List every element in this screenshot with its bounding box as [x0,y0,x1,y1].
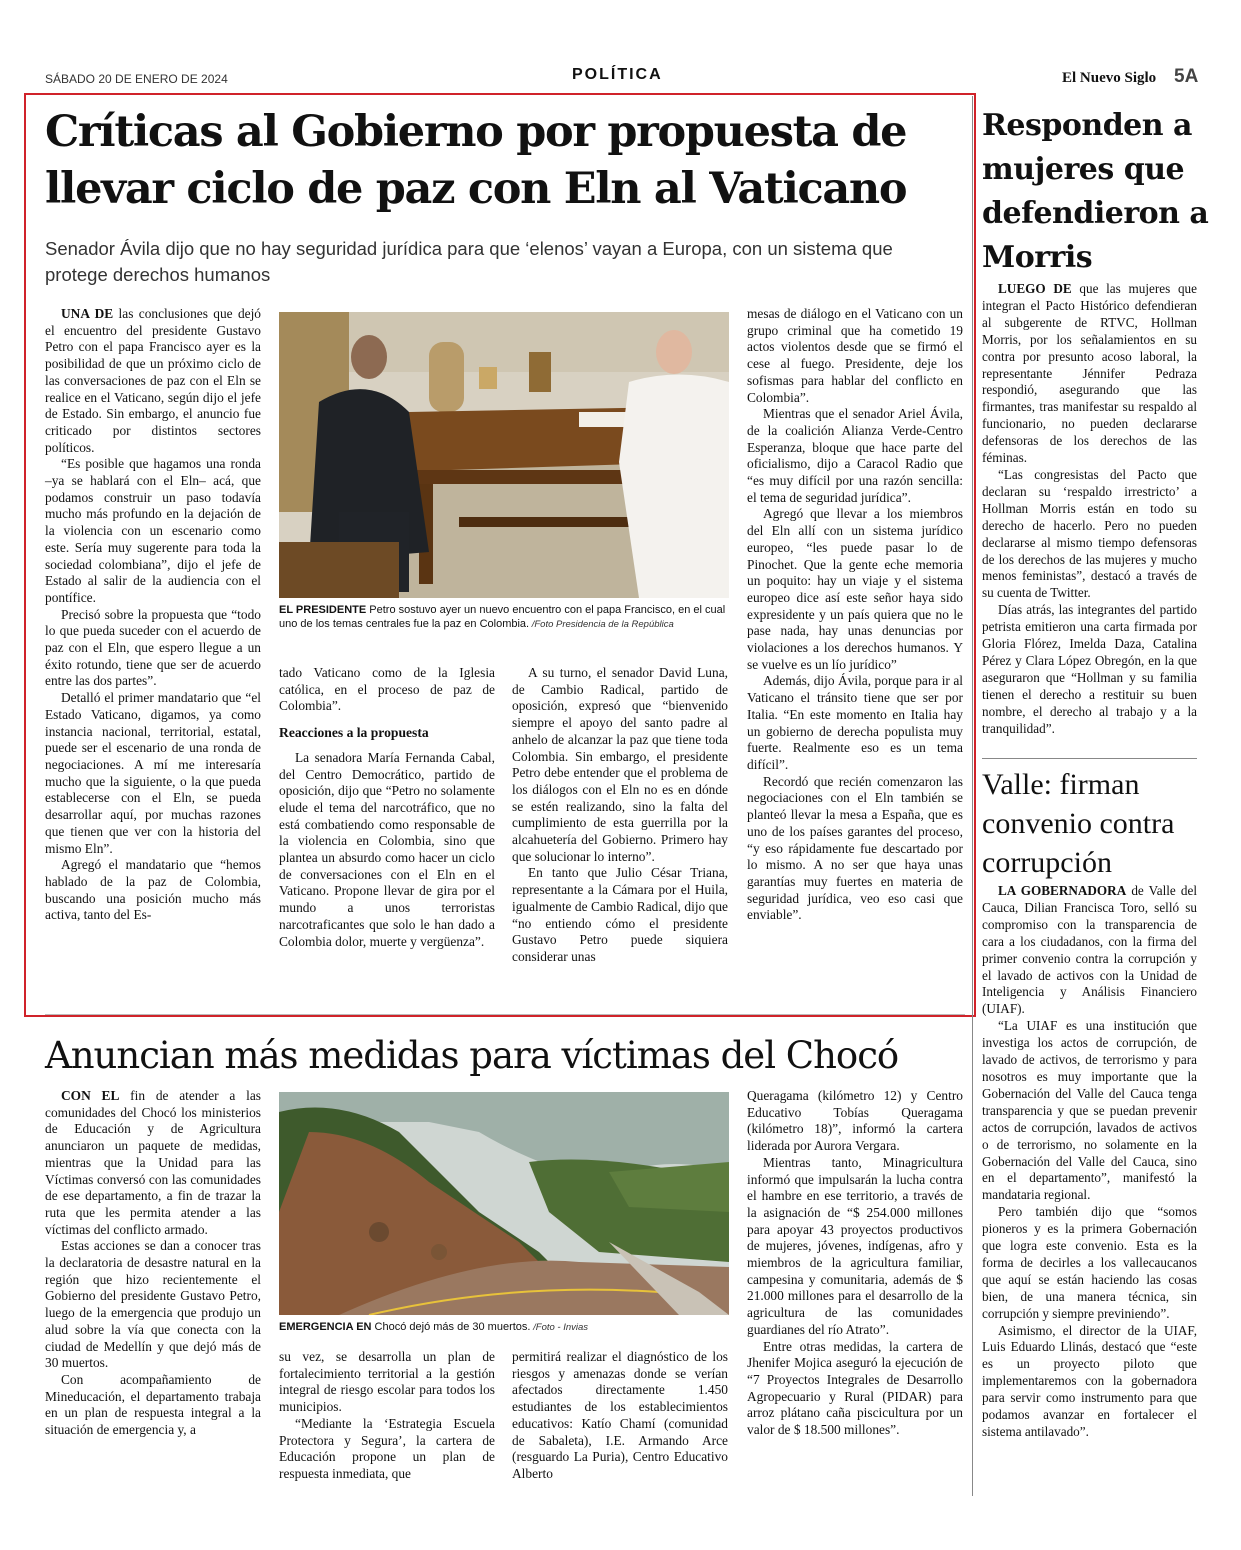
second-photo-caption-lead: EMERGENCIA EN [279,1321,372,1333]
second-photo-caption-text: Chocó dejó más de 30 muertos. [371,1321,531,1333]
second-photo-caption [279,1320,731,1335]
paragraph [982,1018,1197,1204]
paragraph-text: Queragama (kilómetro 12) y Centro Educativo Tobías Queragama (kilómetro 18)”, informó la cartera liderada por Aurora Vergara. [747,1088,963,1154]
paragraph-text: A su turno, el senador David Luna, de Cambio Radical, partido de oposición, expresó que “bienvenido siempre el apoyo del santo padre al anhelo de alcanzar la paz que tiene toda Colombia. Sin embargo, el presidente Petro debe entender que el problema de los diálogos con el Eln no es en dónde se estén realizando, sino la falta del cumplimiento de esta guerrilla por la alcahuetería del Gobierno. Primero hay que solucionar lo interno”. [512,665,728,864]
lead-in: LUEGO DE [998,281,1072,296]
main-photo-caption-text: Petro sostuvo ayer un nuevo encuentro con el papa Francisco, en el cual uno de los temas centrales fue la paz en Colombia. [279,604,726,630]
main-headline [45,104,965,218]
paragraph-text: Pero también dijo que “somos pioneros y es la primera Gobernación que logra este convenio. Esta es la forma de decirles a los vallecaucanos que aquí se están haciendo las cosas bien, de una manera técnica, sin corrupción y siempre previniendo”. [982,1204,1197,1321]
paragraph [982,281,1197,467]
paragraph [279,750,495,950]
paragraph-text: permitirá realizar el diagnóstico de los riesgos y amenazas donde se verían afectados directamente 1.450 estudiantes de los establecimientos educativos: Katío Chamí (comunidad de Sabaleta), I.E. Armando Arce (resguardo La Puria), Centro Educativo Alberto [512,1349,728,1481]
president-pope-photo [279,312,729,598]
paragraph-text: Agregó que llevar a los miembros del Eln allí con un sistema jurídico europeo, “les puede pasar lo de Pinochet. Que la gente eche memoria un poquito: hay un viaje y el sistema europeo dice así este señor haya sido expresidente y un país quiera que no le pase nada, hay unas denuncias por violaciones a los derechos humanos. Y se vuelve es un lío jurídico” [747,506,963,672]
main-headline-line1: Críticas al Gobierno por propuesta de [45,107,907,157]
side-divider [982,758,1197,759]
paragraph-text: “Mediante la ‘Estrategia Escuela Protectora y Segura’, la cartera de Educación propone un plan de respuesta inmediata, que [279,1415,495,1481]
paragraph [747,774,963,924]
paragraph [45,607,261,691]
paragraph-text: fin de atender a las comunidades del Chocó los ministerios de Educación y de Agricultura anunciaron un paquete de medidas, mientras que la Unidad para las Víctimas conversó con las comunidades de ese departamento, a fin de trazar la ruta que les permita atender a las víctimas del conflicto armado. [45,1088,261,1237]
paragraph-text: Estas acciones se dan a conocer tras la declaratoria de desastre natural en la región que hizo recientemente el Gobierno del presidente Gustavo Petro, luego de la emergencia que produjo un alud sobre la vía que conecta con la ciudad de Medellín y que dejó más de 30 muertos. [45,1238,261,1371]
paragraph-text: “Es posible que hagamos una ronda –ya se hablará con el Eln– acá, que podamos construir un paso todavía mucho más profundo en la dejación de la violencia con un escenario como este. Sería muy sugerente para toda la sociedad colombiana”, dijo el jefe de Estado al salir de la audiencia con el pontífice. [45,456,261,605]
main-headline-line2: llevar ciclo de paz con Eln al Vaticano [45,164,907,214]
paragraph-text: que las mujeres que integran el Pacto Histórico defendieran al subgerente de RTVC, Hollman Morris, por los señalamientos en su contra por presunto acoso laboral, la representante Jénnifer Pedraza respondió, asegurando que las firmantes, tras manifestar su respaldo al funcionario, no pueden declararse defensoras de los derechos de las féminas. [982,281,1197,466]
paragraph-text: Asimismo, el director de la UIAF, Luis Eduardo Llinás, destacó que “este es un proyecto piloto que implementaremos con la gobernadora para servir como instrumento para que podamos avanzar en fortalecer el sistema antilavado”. [982,1322,1197,1439]
main-col-2 [279,665,495,950]
paragraph [747,1155,963,1339]
paragraph-text: “La UIAF es una institución que investiga los actos de corrupción, de lavado de activos, de terrorismo y para nosotros es muy importante que la Gobernación del Valle del Cauca tenga transparencia y que se puedan prevenir actos de corrupción, lavados de activos o de terrorismo, no solamente en la Gobernación del Valle del Cauca, sino en el departamento”, manifestó la mandataria regional. [982,1018,1197,1203]
issue-date: SÁBADO 20 DE ENERO DE 2024 [45,72,228,86]
paragraph [982,467,1197,602]
paragraph-text: “Las congresistas del Pacto que declaran su ‘respaldo irrestricto’ a Hollman Morris están en todo su derecho de hacerlo. Pero no pueden declararse al mismo tiempo defensoras de los derechos de las mujeres y mucho menos feministas”, destacó a través de su cuenta de Twitter. [982,466,1197,601]
paragraph [45,690,261,857]
second-col-1 [45,1088,261,1439]
paragraph [747,673,963,773]
page-number: 5A [1174,66,1199,87]
paragraph [45,306,261,456]
paragraph [982,602,1197,737]
paragraph-text: Con acompañamiento de Mineducación, el departamento trabaja en un plan de respuesta integral a la situación de emergencia y, a [45,1371,261,1438]
second-photo [279,1092,729,1315]
paragraph-text: Agregó el mandatario que “hemos hablado de la paz de Colombia, buscando una posición mucho más activa, tanto del Es- [45,857,261,923]
paragraph [747,306,963,406]
paragraph [279,665,495,715]
main-photo [279,312,729,598]
second-headline: Anuncian más medidas para víctimas del Chocó [45,1034,899,1077]
side1-body [982,281,1197,737]
side2-headline: Valle: firman convenio contra corrupción [982,768,1175,879]
paragraph [747,406,963,506]
paragraph [45,1372,261,1439]
paragraph [279,1349,495,1416]
paragraph [512,665,728,865]
main-deck: Senador Ávila dijo que no hay seguridad jurídica para que ‘elenos’ vayan a Europa, con un sistema que protege derechos humanos [45,238,893,285]
paragraph [45,1088,261,1238]
lead-in: UNA DE [61,306,114,321]
paragraph [982,1204,1197,1322]
main-photo-caption-lead: EL PRESIDENTE [279,604,367,616]
second-photo-credit: /Foto - Invias [530,1322,589,1333]
paragraph [45,456,261,606]
side2-body [982,883,1197,1441]
main-photo-caption [279,603,731,632]
lead-in: CON EL [61,1088,120,1103]
lead-in: LA GOBERNADORA [998,883,1127,898]
paragraph [45,1238,261,1372]
paragraph-text: Entre otras medidas, la cartera de Jhenifer Mojica aseguró la ejecución de “7 Proyectos Integrales de Desarrollo Agropecuario y Rural (PIDAR) para arroz plátano caña piscicultura por un valor de $ 18.500 millones”. [747,1338,963,1438]
paragraph-text: La senadora María Fernanda Cabal, del Centro Democrático, partido de oposición, dijo que “Petro no solamente elude el tema del narcotráfico, que no está combatiendo como responsable de la violencia en Colombia, sino que plantea un absurdo como hacer un ciclo de conversaciones con el Eln en el Vaticano. Propone llevar de gira por el mundo a unos terroristas narcotraficantes que solo le han dado a Colombia dolor, muerte y vergüenza”. [279,749,495,949]
paragraph-text: Mientras que el senador Ariel Ávila, de la coalición Alianza Verde-Centro Esperanza, bloque que hace parte del oficialismo, dijo a Caracol Radio que “es muy difícil por una razón sencilla: el tema de seguridad jurídica”. [747,406,963,505]
paragraph [982,883,1197,1018]
section-label: POLÍTICA [572,66,663,83]
paragraph [512,1349,728,1483]
paragraph-text: las conclusiones que dejó el encuentro del presidente Gustavo Petro con el papa Francisco ayer es la posibilidad de que un próximo ciclo de las conversaciones de paz con el Eln se realice en el Vaticano, según dijo el jefe de Estado. Sin embargo, el anuncio fue criticado por distintos sectores políticos. [45,306,261,455]
paragraph [747,506,963,673]
paragraph [279,1416,495,1483]
paragraph [512,865,728,965]
paragraph-text: Además, dijo Ávila, porque para ir al Vaticano el tránsito tiene que ser por Italia. “En este momento en Italia hay un gobierno de derecha populista muy fuerte. Realmente eso es un tema difícil”. [747,673,963,772]
landslide-photo [279,1092,729,1315]
paragraph-text: Días atrás, las integrantes del partido petrista emitieron una carta firmada por Gloria Flórez, Imelda Daza, Catalina Pérez y Clara López Obregón, en la que aseguraron que “Hollman y su familia tienen el derecho a restituir su buen nombre, el derecho al trabajo y a la tranquilidad”. [982,602,1197,736]
side1-headline: Responden a mujeres que defendieron a Morris [982,108,1209,275]
paragraph-text: Mientras tanto, Minagricultura informó que impulsarán la lucha contra el hambre en ese territorio, a través de la asignación de “$ 254.000 millones para apoyar 43 proyectos productivos de mujeres, jóvenes, indígenas, afro y miembros de la agricultura familiar, campesina y comunitaria, además de $ 21.000 millones para el desarrollo de la agricultura de las comunidades guardianes del río Atrato”. [747,1154,963,1337]
paragraph-text: tado Vaticano como de la Iglesia católica, en el proceso de paz de Colombia”. [279,665,495,714]
column-divider [972,96,973,1496]
paragraph [45,857,261,924]
paragraph-text: mesas de diálogo en el Vaticano con un grupo criminal que ha cometido 19 actos violentos desde que se firmó el cese al fuego. Presidente, deje los sofismas para hablar del conflicto en Colombia”. [747,306,963,405]
paragraph-text: Detalló el primer mandatario que “el Estado Vaticano, digamos, ya como instancia nacional, territorial, estatal, puede ser el escenario de una ronda de negociaciones. A mí me interesaría mucho que la siguiente, o la que pueda establecerse con el Eln, se pueda desarrollar aquí, por muchas razones que tienen que ver con la historia del mismo Eln”. [45,690,261,856]
paragraph-text: su vez, se desarrolla un plan de fortalecimiento territorial a la gestión integral de riesgo escolar para todos los municipios. [279,1349,495,1415]
article-divider [45,1014,965,1015]
paragraph [982,1323,1197,1441]
paragraph [747,1339,963,1439]
main-col-1 [45,306,261,924]
second-col-4 [747,1088,963,1439]
main-col-4 [747,306,963,924]
paragraph [747,1088,963,1155]
main-photo-credit: /Foto Presidencia de la República [529,619,674,630]
paragraph-text: En tanto que Julio César Triana, representante a la Cámara por el Huila, igualmente de Cambio Radical, dijo que “no entiendo cómo el presidente Gustavo Petro puede siquiera considerar unas [512,865,728,964]
second-col-3 [512,1349,728,1483]
main-col-3 [512,665,728,966]
paragraph-text: Precisó sobre la propuesta que “todo lo que pueda suceder con el acuerdo de paz con el Eln, que espero llegue a un éxito rotundo, tiene que ser de acuerdo entre las dos partes”. [45,606,261,689]
paragraph-text: Recordó que recién comenzaron las negociaciones con el Eln también se planteó llevar la mesa a España, que es uno de los países garantes del proceso, “y eso rápidamente fue descartado por lo mismo. A no ser que haya unas garantías muy fuertes en materia de seguridad jurídica, veo eso casi que enviable”. [747,773,963,923]
newspaper-brand: El Nuevo Siglo [1062,70,1157,86]
main-subhead: Reacciones a la propuesta [279,725,429,741]
second-col-2 [279,1349,495,1483]
paragraph-text: de Valle del Cauca, Dilian Francisca Toro, selló su compromiso con la transparencia de cara a los ciudadanos, con la firma del primer convenio contra la corrupción y el lavado de activos con la Unidad de Inteligencia y Análisis Financiero (UIAF). [982,883,1197,1017]
